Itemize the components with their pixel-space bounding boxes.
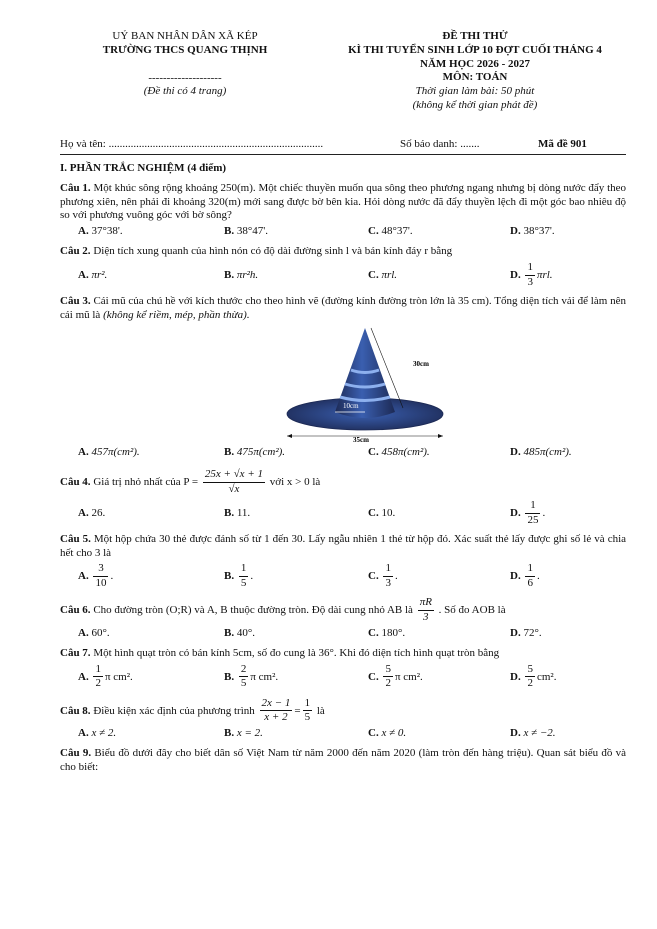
option-a[interactable]: A. 37°38'.	[78, 225, 123, 237]
option-a[interactable]: A. πr².	[78, 268, 108, 281]
question-label: Câu 9.	[60, 747, 92, 759]
question-text-end: . Số đo AOB là	[438, 604, 506, 617]
question-6	[60, 596, 626, 625]
option-b[interactable]: B. $\frac{2}{5}$ π cm².	[224, 662, 279, 690]
question-label: Câu 2.	[60, 245, 91, 257]
option-d[interactable]: D. 72°.	[510, 626, 542, 639]
question-text: Một hộp chứa 30 thẻ được đánh số từ 1 đến 30. Lấy ngẫu nhiên 1 thẻ từ hộp đó. Xác suất thẻ lấy được ghi số lẻ và chia hết cho 3 là	[60, 532, 627, 559]
option-a[interactable]: A. $\frac{1}{2}$ π cm².	[78, 662, 133, 690]
answers-1	[60, 225, 626, 241]
option-b[interactable]: B. $\frac{1}{5}$ .	[224, 562, 254, 589]
option-d[interactable]: D. $\frac{1}{3}$ πrl.	[510, 260, 553, 288]
option-b[interactable]: B. x = 2.	[224, 727, 263, 739]
arc-length-fraction: $\frac{\pi R}{3}$	[419, 596, 432, 623]
question-4	[60, 468, 626, 497]
exam-title-block	[300, 30, 650, 113]
option-b[interactable]: B. 40°.	[224, 626, 255, 639]
option-d[interactable]: D. x ≠ −2.	[510, 727, 556, 739]
question-2	[60, 245, 626, 259]
fraction-expression: $\frac{25x + √x + 1}{√x}$	[204, 468, 263, 495]
question-text: Cái mũ của chú hề với kích thước cho theo hình vẽ (đường kính đường tròn lớn là 35 cm). Tổng diện tích vải để làm nên cái mũ là	[60, 294, 626, 321]
question-text: Biểu đồ dưới đây cho biết dân số Việt Nam từ năm 2000 đến năm 2020 (làm tròn đến hàng triệu). Quan sát biểu đồ và cho biết:	[60, 747, 627, 773]
small-radius-label: 10cm	[343, 402, 359, 411]
question-text: Giá trị nhỏ nhất của P =	[93, 476, 199, 489]
option-c[interactable]: C. πrl.	[368, 268, 398, 281]
question-7	[60, 647, 626, 661]
question-text: Một hình quạt tròn có bán kính 5cm, số đo cung là 36°. Khi đó diện tích hình quạt tròn bằng	[93, 646, 500, 659]
question-3	[60, 295, 626, 323]
option-d[interactable]: D. 38°37'.	[510, 225, 555, 237]
option-c[interactable]: C. 10.	[368, 506, 396, 519]
option-c[interactable]: C. $\frac{5}{2}$ π cm².	[368, 662, 423, 690]
question-label: Câu 5.	[60, 532, 91, 545]
question-text: Một khúc sông rộng khoảng 250(m). Một chiếc thuyền muốn qua sông theo phương ngang nhưng bị dòng nước đẩy theo phương xiên, nên phải đi khoảng 320(m) mới sang được bờ bên kia. Hỏi dòng nước đã đẩy thuyền lệch đi một góc bao nhiêu độ so với phương vuông góc với bờ sông?	[60, 181, 627, 222]
option-c[interactable]: C. x ≠ 0.	[368, 727, 407, 739]
exam-code: Mã đề 901	[538, 138, 587, 150]
question-1	[60, 182, 626, 223]
school-year: NĂM HỌC 2026 - 2027	[420, 57, 530, 70]
question-label: Câu 8.	[60, 704, 91, 717]
option-a[interactable]: A. $\frac{3}{10}$ .	[78, 562, 114, 589]
clown-hat-diagram	[285, 324, 475, 442]
question-label: Câu 4.	[60, 476, 91, 489]
question-9	[60, 747, 626, 775]
option-c[interactable]: C. 48°37'.	[368, 225, 413, 237]
candidate-number-field[interactable]: Số báo danh: .......	[400, 138, 480, 150]
answers-5	[60, 562, 626, 592]
question-8: Câu 8. Điều kiện xác định của phương trình $\frac{2x - 1}{x + 2}$ = $\frac{1}{5}$ là	[60, 696, 325, 724]
equation-lhs: $\frac{2x - 1}{x + 2}$	[261, 696, 291, 724]
answers-3	[60, 446, 626, 462]
school-block	[60, 30, 310, 99]
answers-6	[60, 627, 626, 643]
name-field[interactable]: Họ và tên: ..............................................................................	[60, 138, 324, 150]
question-note: (không kể riềm, mép, phần thừa).	[103, 308, 250, 321]
header-divider	[60, 154, 626, 155]
question-label: Câu 1.	[60, 181, 91, 194]
option-a[interactable]: A. 26.	[78, 506, 106, 519]
option-a[interactable]: A. x ≠ 2.	[78, 727, 117, 739]
question-text: Cho đường tròn (O;R) và A, B thuộc đường tròn. Độ dài cung nhỏ AB là	[93, 604, 413, 617]
option-d[interactable]: D. $\frac{5}{2}$ cm².	[510, 662, 557, 690]
option-b[interactable]: B. 475π(cm²).	[224, 446, 286, 459]
option-b[interactable]: B. 11.	[224, 506, 251, 519]
exam-content	[60, 162, 626, 777]
question-text-end: là	[316, 704, 325, 717]
option-d[interactable]: D. $\frac{1}{25}$ .	[510, 498, 546, 526]
clown-hat-figure	[60, 324, 626, 442]
question-5	[60, 533, 626, 561]
exam-title: KÌ THI TUYỂN SINH LỚP 10 ĐỢT CUỐI THÁNG 4	[348, 43, 602, 56]
answers-8	[60, 727, 626, 743]
commune-name: UỶ BAN NHÂN DÂN XÃ KÉP	[112, 30, 258, 42]
time-note: (không kể thời gian phát đề)	[412, 98, 538, 111]
answers-4	[60, 499, 626, 529]
exam-type: ĐỀ THI THỬ	[442, 30, 508, 42]
answers-2	[60, 261, 626, 291]
question-label: Câu 3.	[60, 294, 91, 307]
student-info-row	[60, 138, 626, 154]
option-c[interactable]: C. 180°.	[368, 626, 406, 639]
question-text: Điều kiện xác định của phương trình	[93, 704, 255, 717]
question-text-end: với x > 0 là	[269, 476, 321, 489]
option-a[interactable]: A. 457π(cm²).	[78, 446, 140, 459]
option-d[interactable]: D. $\frac{1}{6}$ .	[510, 562, 540, 589]
page-count: (Đề thi có 4 trang)	[143, 85, 227, 98]
question-label: Câu 7.	[60, 646, 91, 659]
equation-rhs: $\frac{1}{5}$	[304, 696, 311, 724]
subject: MÔN: TOÁN	[442, 71, 508, 84]
school-name: TRƯỜNG THCS QUANG THỊNH	[102, 43, 268, 56]
option-a[interactable]: A. 60°.	[78, 626, 110, 639]
diameter-label: 35cm	[353, 436, 369, 443]
option-c[interactable]: C. $\frac{1}{3}$ .	[368, 562, 398, 589]
section-heading: I. PHẦN TRẮC NGHIỆM (4 điểm)	[60, 162, 227, 174]
option-c[interactable]: C. 458π(cm²).	[368, 446, 430, 459]
divider-dashes: --------------------	[148, 71, 222, 84]
question-label: Câu 6.	[60, 604, 91, 617]
time-limit: Thời gian làm bài: 50 phút	[415, 85, 535, 97]
option-d[interactable]: D. 485π(cm²).	[510, 446, 572, 459]
option-b[interactable]: B. 38°47'.	[224, 225, 268, 237]
slant-label: 30cm	[413, 360, 429, 369]
answers-7	[60, 663, 626, 693]
option-b[interactable]: B. πr²h.	[224, 268, 259, 281]
question-text: Diện tích xung quanh của hình nón có độ dài đường sinh l và bán kính đáy r bằng	[93, 245, 453, 257]
